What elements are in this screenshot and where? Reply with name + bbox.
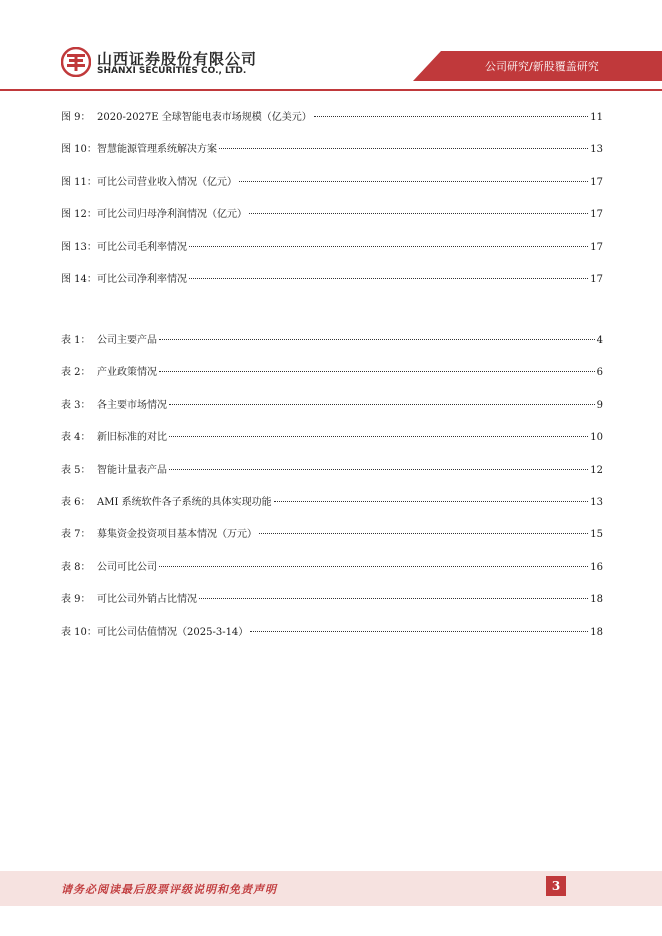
table-entry-title: 可比公司估值情况（2025-3-14） xyxy=(97,626,249,638)
company-name-cn: 山西证券股份有限公司 xyxy=(97,50,258,68)
table-entry-page: 18 xyxy=(590,626,603,638)
figure-entry-page: 17 xyxy=(590,209,603,221)
figure-entry-title: 2020-2027E 全球智能电表市场规模（亿美元） xyxy=(97,112,312,123)
table-entry-page: 10 xyxy=(590,432,603,444)
table-entry-label: 表 10： xyxy=(61,626,97,638)
leader-dots xyxy=(314,116,589,117)
table-entry-label: 表 1： xyxy=(61,335,91,346)
leader-dots xyxy=(199,598,588,599)
table-entry-title: 新旧标准的对比 xyxy=(97,432,167,444)
header-divider xyxy=(0,89,662,91)
table-entry-title: 各主要市场情况 xyxy=(97,399,167,411)
figure-entry-title: 可比公司净利率情况 xyxy=(97,273,187,285)
leader-dots xyxy=(159,371,595,372)
figure-entry[interactable] xyxy=(61,205,603,237)
leader-dots xyxy=(274,501,589,502)
table-entry[interactable] xyxy=(61,623,603,655)
table-entry[interactable] xyxy=(61,590,603,622)
table-entry[interactable] xyxy=(61,461,603,493)
leader-dots xyxy=(250,631,588,632)
leader-dots xyxy=(219,148,588,149)
table-entry-label: 表 8： xyxy=(61,561,91,573)
figure-entry-label: 图 9： xyxy=(61,112,91,123)
leader-dots xyxy=(189,278,588,279)
table-entry-title: 公司可比公司 xyxy=(97,561,157,573)
figure-entry-label: 图 14： xyxy=(61,273,97,285)
table-entry[interactable] xyxy=(61,331,603,363)
figure-index xyxy=(61,108,603,302)
table-entry-title: 产业政策情况 xyxy=(97,367,157,379)
leader-dots xyxy=(239,181,588,182)
figure-entry-page: 17 xyxy=(590,176,603,188)
table-entry-label: 表 6： xyxy=(61,496,91,508)
section-label: 公司研究/新股覆盖研究 xyxy=(485,60,599,73)
table-index xyxy=(61,331,603,655)
table-entry-page: 4 xyxy=(596,335,603,346)
page-header xyxy=(0,0,662,95)
table-entry-page: 9 xyxy=(596,399,603,411)
figure-entry-title: 可比公司毛利率情况 xyxy=(97,241,187,253)
company-logo-icon xyxy=(61,47,91,77)
leader-dots xyxy=(169,404,595,405)
table-entry-page: 18 xyxy=(590,594,603,606)
leader-dots xyxy=(169,436,588,437)
table-entry-title: 募集资金投资项目基本情况（万元） xyxy=(97,529,257,541)
leader-dots xyxy=(189,246,588,247)
table-entry[interactable] xyxy=(61,558,603,590)
table-entry-label: 表 7： xyxy=(61,529,91,541)
leader-dots xyxy=(159,566,588,567)
figure-entry[interactable] xyxy=(61,140,603,172)
table-entry-page: 6 xyxy=(596,367,603,379)
disclaimer-text: 请务必阅读最后股票评级说明和免责声明 xyxy=(61,883,277,896)
figure-entry-page: 17 xyxy=(590,273,603,285)
figure-entry-page: 11 xyxy=(590,112,603,123)
table-entry-label: 表 9： xyxy=(61,594,91,606)
figure-entry-label: 图 11： xyxy=(61,176,97,188)
table-entry-title: AMI 系统软件各子系统的具体实现功能 xyxy=(97,496,272,508)
leader-dots xyxy=(259,533,588,534)
table-entry[interactable] xyxy=(61,493,603,525)
table-entry-title: 智能计量表产品 xyxy=(97,464,167,476)
figure-entry[interactable] xyxy=(61,238,603,270)
table-entry-label: 表 4： xyxy=(61,432,91,444)
table-entry-label: 表 3： xyxy=(61,399,91,411)
figure-entry-label: 图 12： xyxy=(61,209,97,221)
company-name-en: SHANXI SECURITIES CO., LTD. xyxy=(97,66,247,76)
table-entry-page: 13 xyxy=(590,496,603,508)
figure-entry-label: 图 13： xyxy=(61,241,97,253)
table-entry-page: 15 xyxy=(590,529,603,541)
table-entry-label: 表 5： xyxy=(61,464,91,476)
table-entry[interactable] xyxy=(61,396,603,428)
figure-entry-page: 13 xyxy=(590,144,603,156)
leader-dots xyxy=(159,339,595,340)
figure-entry[interactable] xyxy=(61,270,603,302)
figure-entry-title: 智慧能源管理系统解决方案 xyxy=(97,144,217,156)
table-entry[interactable] xyxy=(61,525,603,557)
figure-entry[interactable] xyxy=(61,173,603,205)
table-entry-page: 16 xyxy=(590,561,603,573)
table-entry-title: 公司主要产品 xyxy=(97,335,157,346)
table-entry-title: 可比公司外销占比情况 xyxy=(97,594,197,606)
table-entry[interactable] xyxy=(61,428,603,460)
figure-entry-page: 17 xyxy=(590,241,603,253)
figure-entry-label: 图 10： xyxy=(61,144,97,156)
figure-entry-title: 可比公司归母净利润情况（亿元） xyxy=(97,209,247,221)
table-entry[interactable] xyxy=(61,363,603,395)
page-number: 3 xyxy=(546,876,566,896)
table-entry-label: 表 2： xyxy=(61,367,91,379)
figure-entry[interactable] xyxy=(61,108,603,140)
leader-dots xyxy=(249,213,588,214)
table-entry-page: 12 xyxy=(590,464,603,476)
figure-entry-title: 可比公司营业收入情况（亿元） xyxy=(97,176,237,188)
leader-dots xyxy=(169,469,588,470)
